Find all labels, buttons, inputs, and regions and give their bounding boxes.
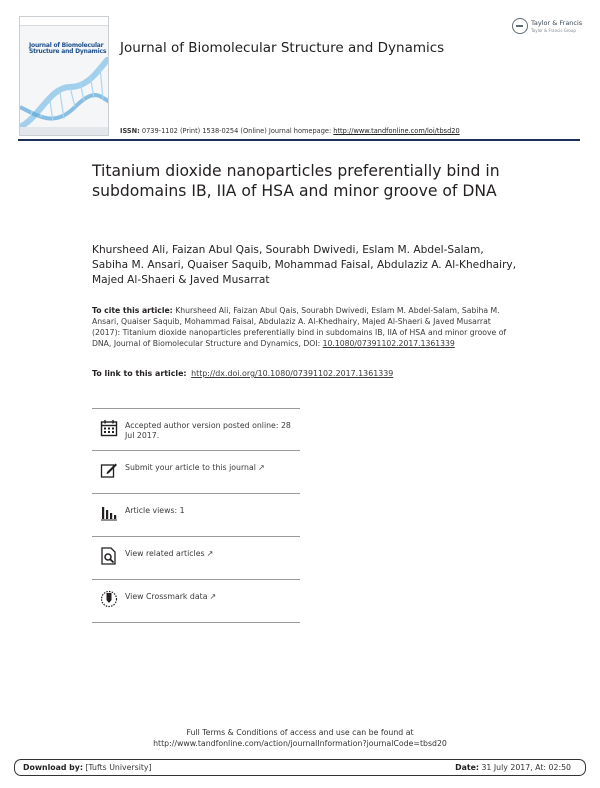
external-link-icon: ↗ xyxy=(209,592,217,601)
publisher-tagline: Taylor & Francis Group xyxy=(531,28,576,33)
download-info-box xyxy=(14,759,586,776)
download-label: Download by: xyxy=(23,763,83,772)
article-doi-link[interactable]: http://dx.doi.org/10.1080/07391102.2017.1361339 xyxy=(191,369,394,378)
download-by xyxy=(23,763,152,772)
download-date xyxy=(455,763,571,772)
header-divider xyxy=(18,139,580,141)
citation-label: To cite this article: xyxy=(92,306,173,315)
journal-cover-image xyxy=(19,16,109,136)
terms-url[interactable]: http://www.tandfonline.com/action/journalInformation?journalCode=tbsd20 xyxy=(153,739,447,748)
cover-title-line1: Journal of Biomolecular xyxy=(29,42,104,49)
info-item-related[interactable] xyxy=(92,537,300,580)
submit-text[interactable]: Submit your article to this journal xyxy=(125,463,256,472)
citation-text: Khursheed Ali, Faizan Abul Qais, Sourabh Dwivedi, Eslam M. Abdel-Salam, Sabiha M. Ansari, Quaiser Saquib, Mohammad Faisal, Abdulaziz A. Al-Khedhairy, Majed Al-Shaeri & Javed Musarrat (2017): Titanium dioxide nanoparticles preferentially bind in subdomains IB, IIA of HSA and minor groove of DNA, Journal of Biomolecular Structure and Dynamics, DOI: xyxy=(92,306,507,348)
bar-chart-icon xyxy=(100,504,118,522)
publisher-logo-icon xyxy=(512,18,528,34)
cover-title-line2: Structure and Dynamics xyxy=(29,48,107,55)
search-document-icon xyxy=(100,547,118,565)
publisher-logo xyxy=(512,18,584,38)
info-item-accepted xyxy=(92,408,300,451)
issn-line xyxy=(120,127,460,135)
journal-title: Journal of Biomolecular Structure and Dynamics xyxy=(120,40,445,56)
article-title: Titanium dioxide nanoparticles preferentially bind in subdomains IB, IIA of HSA and minor groove of DNA xyxy=(92,162,500,200)
views-text: Article views: 1 xyxy=(125,506,185,515)
article-link-line xyxy=(92,369,393,378)
external-link-icon: ↗ xyxy=(257,463,265,472)
article-authors: Khursheed Ali, Faizan Abul Qais, Sourabh Dwivedi, Eslam M. Abdel-Salam, Sabiha M. Ansari, Quaiser Saquib, Mohammad Faisal, Abdulaziz A. Al-Khedhairy, Majed Al-Shaeri & Javed Musarrat xyxy=(92,244,517,286)
download-value: [Tufts University] xyxy=(82,763,152,772)
crossmark-link xyxy=(125,592,295,602)
cover-top-bar xyxy=(20,17,108,26)
terms-notice xyxy=(0,727,600,749)
related-text[interactable]: View related articles xyxy=(125,549,205,558)
issn-text: 0739-1102 (Print) 1538-0254 (Online) Journal homepage: xyxy=(139,127,334,135)
external-link-icon: ↗ xyxy=(206,549,214,558)
journal-homepage-link[interactable]: http://www.tandfonline.com/loi/tbsd20 xyxy=(333,127,460,135)
info-item-views xyxy=(92,494,300,537)
date-value: 31 July 2017, At: 02:50 xyxy=(478,763,571,772)
info-item-submit[interactable] xyxy=(92,451,300,494)
edit-icon xyxy=(100,461,118,479)
citation-doi-link[interactable]: 10.1080/07391102.2017.1361339 xyxy=(322,339,455,348)
cover-title xyxy=(29,43,106,55)
date-label: Date: xyxy=(455,763,479,772)
link-label: To link to this article: xyxy=(92,369,187,378)
crossmark-icon xyxy=(100,590,118,608)
dna-helix-icon xyxy=(20,57,109,136)
cover-bottom-bar xyxy=(20,127,108,135)
terms-line1: Full Terms & Conditions of access and use can be found at xyxy=(186,728,414,737)
calendar-icon xyxy=(100,419,118,437)
related-link xyxy=(125,549,295,559)
issn-label: ISSN: xyxy=(120,127,140,135)
citation-block xyxy=(92,305,512,349)
accepted-text: Accepted author version posted online: 28 Jul 2017. xyxy=(125,421,291,440)
article-info-list xyxy=(92,408,300,623)
info-item-crossmark[interactable] xyxy=(92,580,300,623)
publisher-name: Taylor & Francis xyxy=(531,19,583,27)
crossmark-text[interactable]: View Crossmark data xyxy=(125,592,208,601)
submit-link xyxy=(125,463,295,473)
